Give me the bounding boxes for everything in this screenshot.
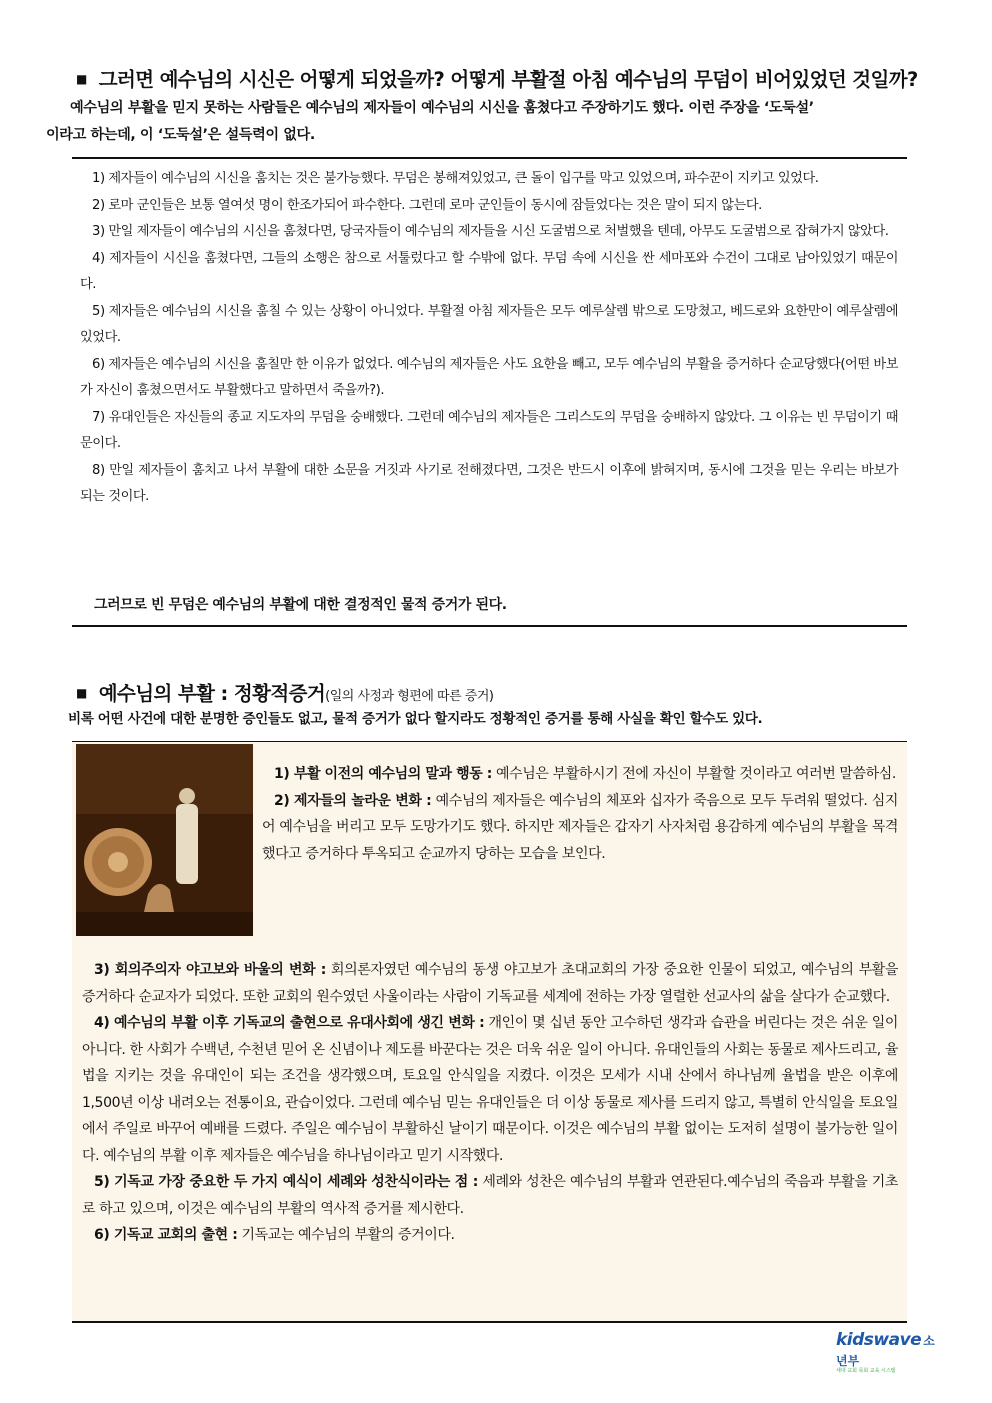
evidence-item: 1) 부활 이전의 예수님의 말과 행동 : 예수님은 부활하시기 전에 자신이 부활할 것이라고 여러번 말씀하심. <box>274 766 896 782</box>
section1-top-rule <box>72 157 907 159</box>
section1-intro-line2: 이라고 하는데, 이 ‘도둑설’은 설득력이 없다. <box>46 127 315 143</box>
point-item: 3) 만일 제자들이 예수님의 시신을 훔쳤다면, 당국자들이 예수님의 제자들을 시신 도굴범으로 처벌했을 텐데, 아무도 도굴범으로 잡혀가지 않았다. <box>92 224 889 239</box>
kidswave-logo: kidswave 소년부 세대 교회 목회 교육 시스템 <box>836 1330 935 1374</box>
point-item: 4) 제자들이 시신을 훔쳤다면, 그들의 소행은 참으로 서툴렀다고 할 수밖에 없다. 무덤 속에 시신을 싼 세마포와 수건이 그대로 남아있었기 때문이다. <box>80 250 898 292</box>
evidence-bottom <box>82 957 898 1249</box>
section2-title-sub: (일의 사정과 형편에 따른 증거) <box>325 689 494 704</box>
evidence-item: 4) 예수님의 부활 이후 기독교의 출현으로 유대사회에 생긴 변화 : 개인이 몇 십년 동안 고수하던 생각과 습관을 버린다는 것은 쉬운 일이 아니다. 한 사회가 수백년, 수천년 믿어 온 신념이나 제도를 바꾼다는 것은 더욱 쉬운 일이 아니다. 유대인들의 사회는 동물로 제사드리고, 율법을 지키는 것을 유대인이 되는 조건을 생각했으며, 토요일 안식일을 지켰다. 이것은 모세가 시내 산에서 하나님께 율법을 받은 이후에 1,500년 이상 내려오는 전통이요, 관습이었다. 그런데 예수님 믿는 유대인들은 더 이상 동물로 제사를 드리지 않고, 특별히 안식일을 토요일에서 주일로 바꾸어 예배를 드렸다. 주일은 예수님이 부활하신 날이기 때문이다. 이것은 예수님의 부활 없이는 도저히 설명이 불가능한 일이다. 예수님의 부활 이후 제자들은 예수님을 하나님이라고 믿기 시작했다. <box>82 1015 899 1164</box>
point-item: 2) 로마 군인들은 보통 열여섯 명이 한조가되어 파수한다. 그런데 로마 군인들이 동시에 잠들었다는 것은 말이 되지 않는다. <box>92 197 762 213</box>
resurrection-scene-photo <box>76 744 253 936</box>
square-bullet-icon: ■ <box>76 686 87 700</box>
point-item: 7) 유대인들은 자신들의 종교 지도자의 무덤을 숭배했다. 그런데 예수님의 제자들은 그리스도의 무덤을 숭배하지 않았다. 그 이유는 빈 무덤이기 때문이다. <box>80 409 898 451</box>
evidence-item: 5) 기독교 가장 중요한 두 가지 예식이 세례와 성찬식이라는 점 : 세례와 성찬은 예수님의 부활과 연관된다.예수님의 죽음과 부활을 기초로 하고 있으며, 이것은 예수님의 부활의 역사적 증거를 제시한다. <box>82 1174 898 1217</box>
section1-intro-line1: 예수님의 부활을 믿지 못하는 사람들은 예수님의 제자들이 예수님의 시신을 훔쳤다고 주장하기도 했다. 이런 주장을 ‘도둑설’ <box>70 100 814 116</box>
section1-conclusion: 그러므로 빈 무덤은 예수님의 부활에 대한 결정적인 물적 증거가 된다. <box>94 597 507 613</box>
section2-bottom-rule <box>72 1321 907 1323</box>
point-item: 6) 제자들은 예수님의 시신을 훔칠만 한 이유가 없었다. 예수님의 제자들은 사도 요한을 빼고, 모두 예수님의 부활을 증거하다 순교당했다(어떤 바보가 자신이 훔쳤으면서도 부활했다고 말하면서 죽을까?). <box>80 356 898 398</box>
point-item: 1) 제자들이 예수님의 시신을 훔치는 것은 불가능했다. 무덤은 봉해져있었고, 큰 돌이 입구를 막고 있었으며, 파수꾼이 지키고 있었다. <box>92 171 819 186</box>
evidence-item: 6) 기독교 교회의 출현 : 기독교는 예수님의 부활의 증거이다. <box>94 1227 455 1243</box>
evidence-item: 2) 제자들의 놀라운 변화 : 예수님의 제자들은 예수님의 체포와 십자가 죽음으로 모두 두려워 떨었다. 심지어 예수님을 버리고 모두 도망가기도 했다. 하지만 제자들은 갑자기 사자처럼 용감하게 예수님의 부활을 목격했다고 증거하다 투옥되고 순교까지 당하는 모습을 보인다. <box>262 792 898 862</box>
section1-points <box>80 166 898 511</box>
point-item: 5) 제자들은 예수님의 시신을 훔칠 수 있는 상황이 아니었다. 부활절 아침 제자들은 모두 예루살렘 밖으로 도망쳤고, 베드로와 요한만이 예루살렘에 있었다. <box>80 303 898 345</box>
evidence-item: 3) 회의주의자 야고보와 바울의 변화 : 회의론자였던 예수님의 동생 야고보가 초대교회의 가장 중요한 인물이 되었고, 예수님의 부활을 증거하다 순교자가 되었다. 또한 교회의 원수였던 사울이라는 사람이 기독교를 세계에 전하는 가장 열렬한 선교사의 삶을 살다가 순교했다. <box>82 962 898 1005</box>
square-bullet-icon: ■ <box>76 72 87 86</box>
section1-bottom-rule <box>72 625 907 627</box>
point-item: 8) 만일 제자들이 훔치고 나서 부활에 대한 소문을 거짓과 사기로 전해졌다면, 그것은 반드시 이후에 밝혀지며, 동시에 그것을 믿는 우리는 바보가 되는 것이다. <box>80 462 898 504</box>
evidence-top <box>262 761 898 867</box>
section1-title: ■ 그러면 예수님의 시신은 어떻게 되었을까? 어떻게 부활절 아침 예수님의 무덤이 비어있었던 것일까? <box>76 68 918 91</box>
section2-title: ■ 예수님의 부활 : 정황적증거(일의 사정과 형편에 따른 증거) <box>76 682 494 705</box>
section2-intro: 비록 어떤 사건에 대한 분명한 증인들도 없고, 물적 증거가 없다 할지라도 정황적인 증거를 통해 사실을 확인 할수도 있다. <box>68 711 763 727</box>
